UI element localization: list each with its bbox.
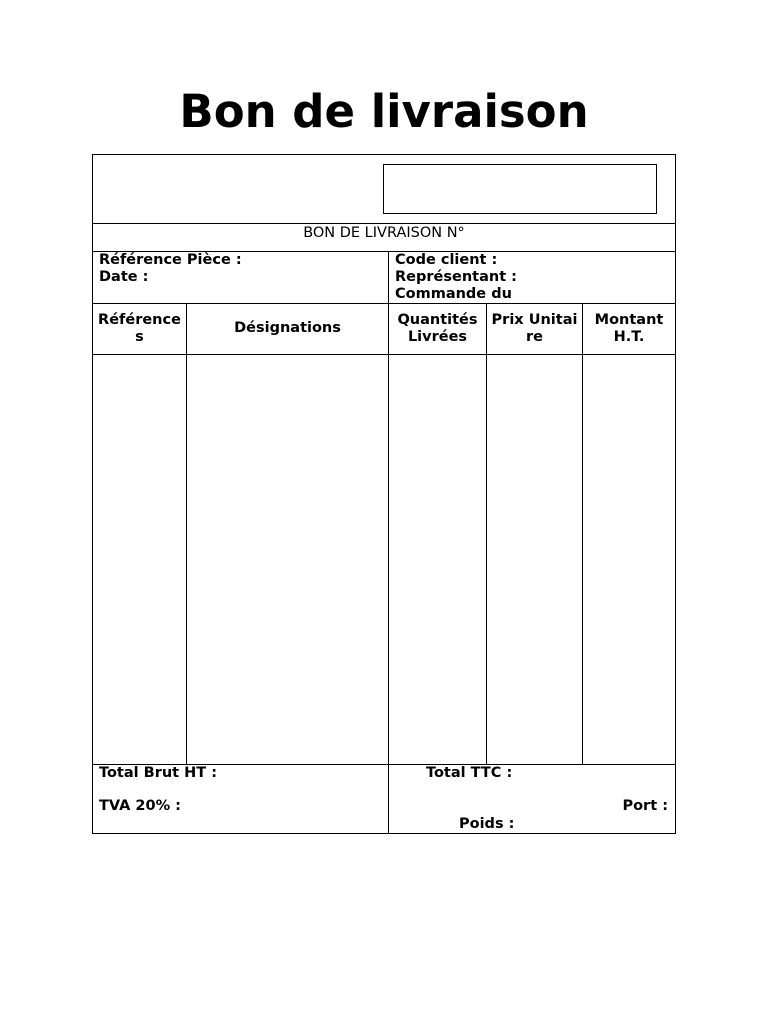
column-separator bbox=[486, 303, 487, 764]
column-header-montant-ht: Montant H.T. bbox=[594, 311, 664, 345]
tva-label: TVA 20% : bbox=[99, 798, 181, 814]
reference-piece-label: Référence Pièce : bbox=[99, 252, 242, 268]
port-label: Port : bbox=[622, 798, 668, 814]
column-separator bbox=[388, 303, 389, 834]
commande-du-label: Commande du bbox=[395, 286, 512, 302]
date-label: Date : bbox=[99, 269, 149, 285]
column-header-references: Références bbox=[98, 311, 181, 345]
divider bbox=[388, 251, 389, 303]
poids-label: Poids : bbox=[459, 816, 515, 832]
delivery-number-label: BON DE LIVRAISON N° bbox=[303, 225, 465, 241]
representant-label: Représentant : bbox=[395, 269, 517, 285]
code-client-label: Code client : bbox=[395, 252, 498, 268]
divider bbox=[93, 354, 675, 355]
total-brut-ht-label: Total Brut HT : bbox=[99, 765, 218, 781]
company-info-box bbox=[383, 164, 657, 214]
delivery-note-form bbox=[92, 154, 676, 834]
column-header-prix-unitaire: Prix Unitaire bbox=[491, 311, 578, 345]
column-separator bbox=[186, 303, 187, 764]
column-header-quantites: Quantités Livrées bbox=[397, 311, 478, 345]
document-title: Bon de livraison bbox=[179, 85, 589, 138]
total-ttc-label: Total TTC : bbox=[426, 765, 513, 781]
column-header-designations: Désignations bbox=[234, 320, 341, 336]
column-separator bbox=[582, 303, 583, 764]
